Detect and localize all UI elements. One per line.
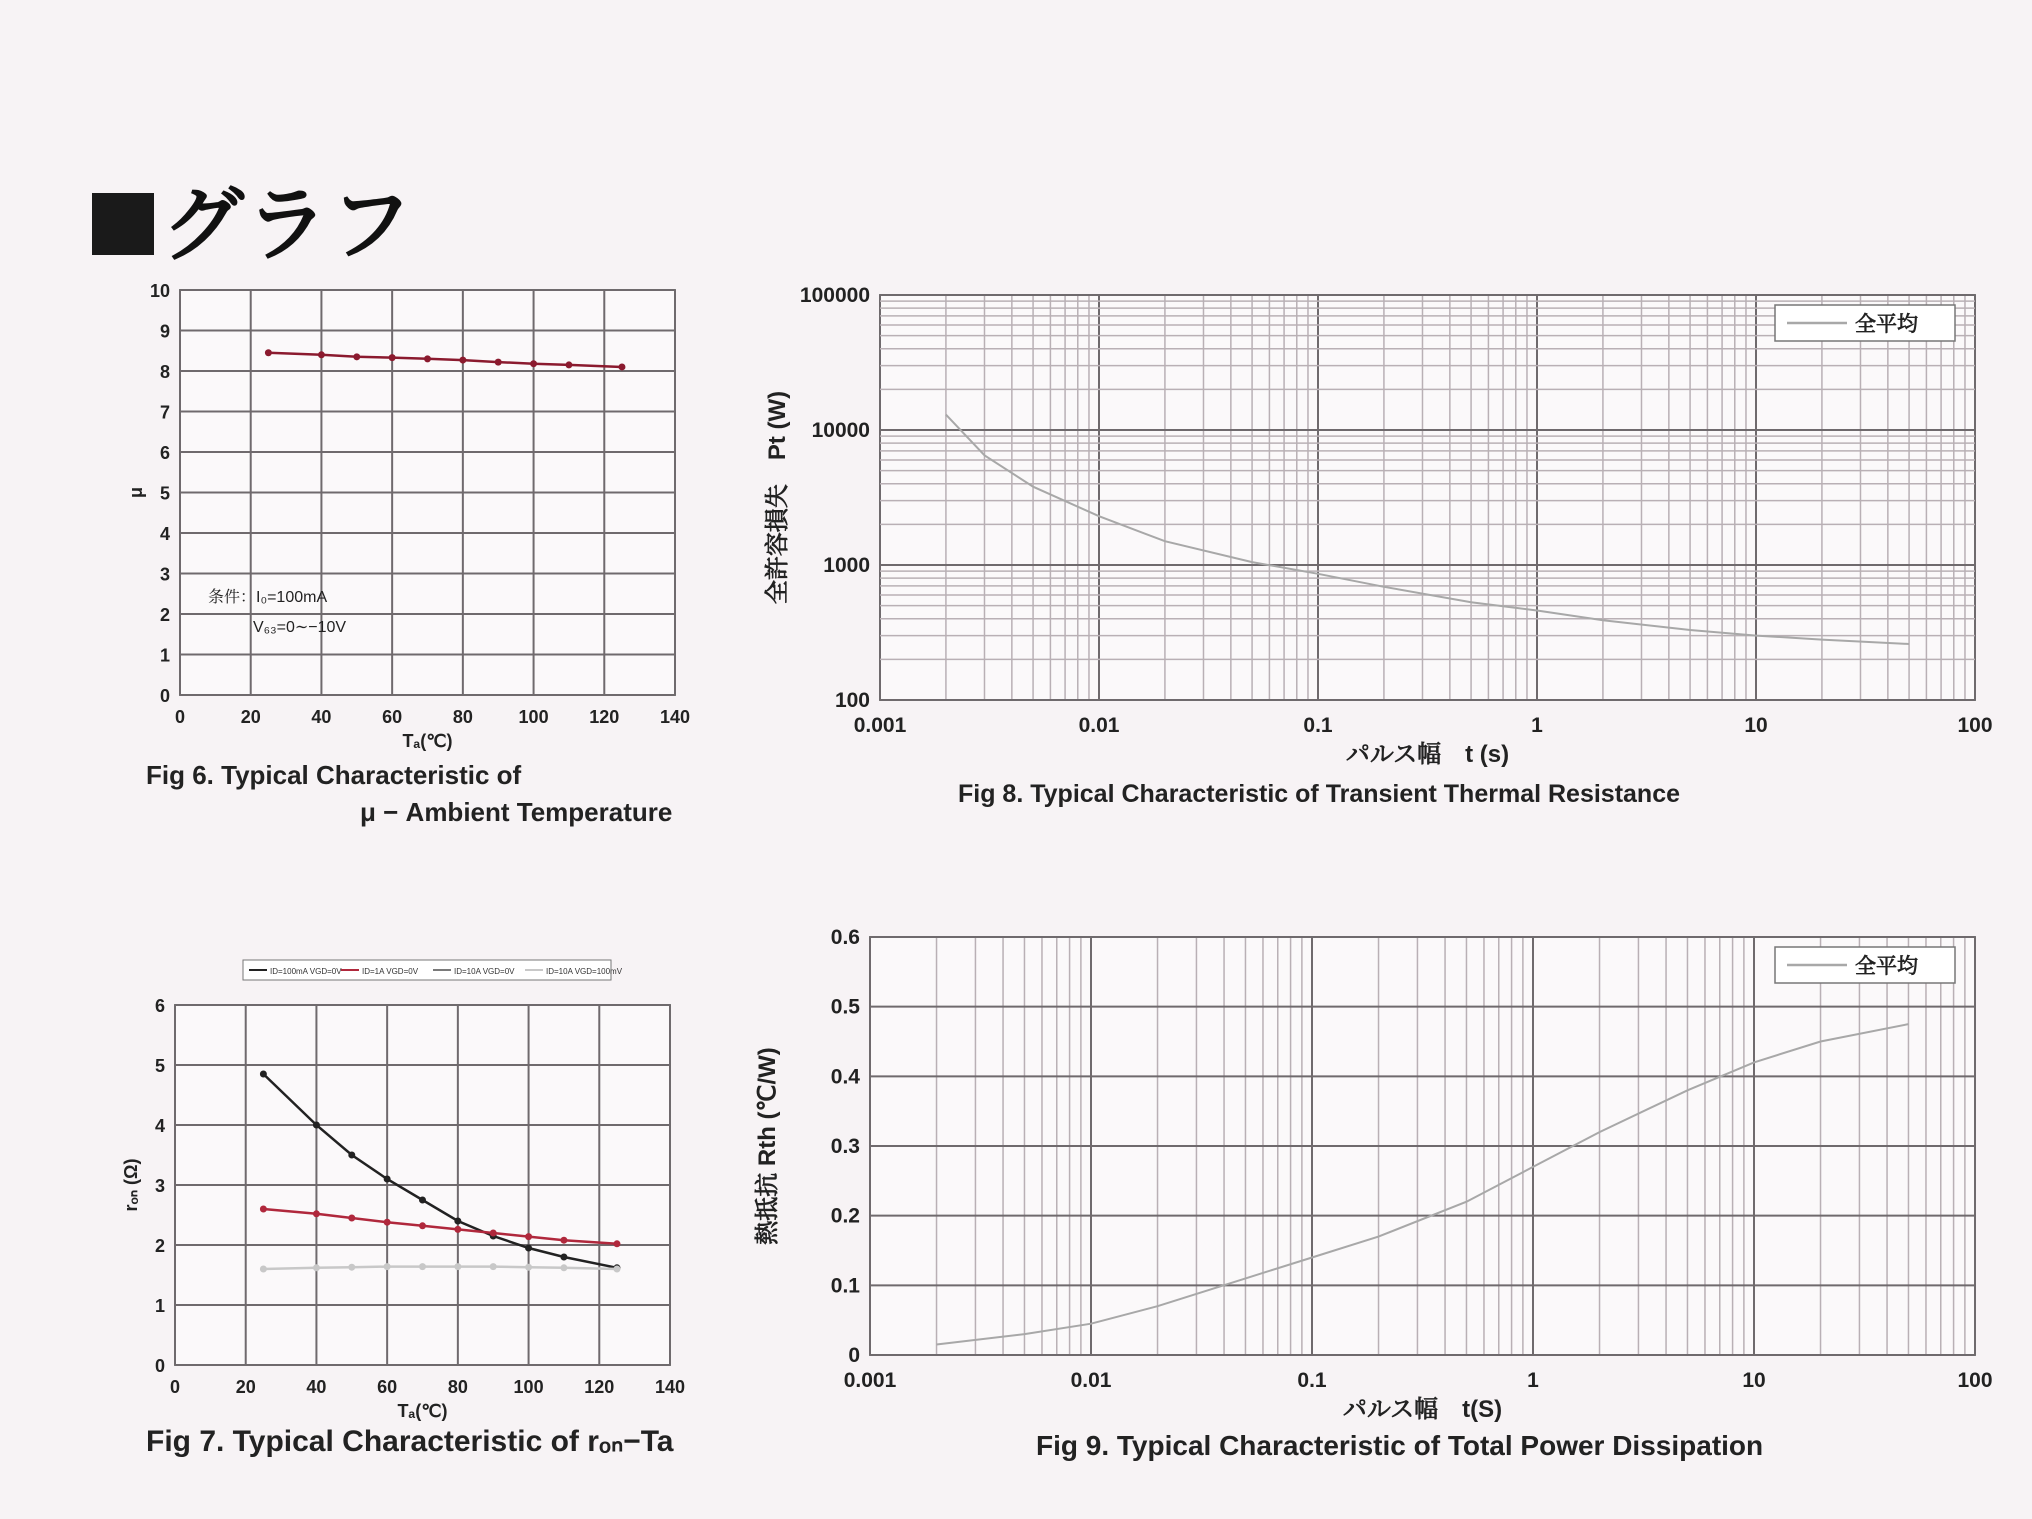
fig7-x-axis-label: Tₐ(℃)	[397, 1401, 448, 1421]
fig7-y-tick-label: 5	[154, 1056, 165, 1076]
fig8-legend-label: 全平均	[1855, 313, 1918, 336]
fig8-caption: Fig 8. Typical Characteristic of Transient Thermal Resistance	[958, 780, 1681, 808]
fig9-x-axis-label: パルス幅 t(S)	[1342, 1396, 1503, 1423]
fig6-caption-line2: μ − Ambient Temperature	[360, 797, 673, 827]
fig9-caption: Fig 9. Typical Characteristic of Total Power Dissipation	[1036, 1430, 1764, 1461]
fig7-caption: Fig 7. Typical Characteristic of rₒₙ−Ta	[146, 1425, 674, 1458]
fig6-caption-line1: Fig 6. Typical Characteristic of	[146, 760, 522, 790]
fig7-y-tick-label: 0	[154, 1356, 165, 1376]
page-heading: グラフ	[162, 178, 415, 273]
fig8-y-axis-label: 全許容損失 Pt (W)	[764, 390, 791, 605]
fig9-y-tick-label: 0.1	[830, 1274, 860, 1298]
fig7-y-tick-label: 2	[154, 1236, 165, 1256]
fig6-x-tick-label: 20	[240, 707, 261, 727]
fig9-x-tick-label: 0.01	[1070, 1369, 1112, 1392]
fig8-x-tick-label: 1	[1531, 714, 1543, 737]
fig6-y-tick-label: 7	[159, 402, 170, 423]
fig6-y-tick-label: 10	[149, 281, 170, 301]
fig8-x-tick-label: 100	[1957, 714, 1993, 737]
fig9-y-tick-label: 0.6	[830, 926, 860, 949]
fig7-x-tick-label: 120	[584, 1377, 615, 1397]
fig7-x-tick-label: 80	[447, 1377, 468, 1397]
fig7-y-axis-label: rₒₙ (Ω)	[121, 1158, 141, 1212]
fig7-y-tick-label: 6	[154, 996, 165, 1016]
fig7-x-tick-label: 40	[306, 1377, 327, 1397]
fig7-x-tick-label: 140	[654, 1377, 686, 1397]
fig8-y-tick-label: 100	[834, 689, 870, 712]
fig6-y-tick-label: 0	[159, 686, 170, 706]
fig9-x-tick-label: 0.001	[843, 1369, 897, 1392]
fig6-y-tick-label: 6	[159, 443, 170, 463]
fig7-y-tick-label: 1	[154, 1296, 165, 1316]
fig6-y-tick-label: 1	[159, 645, 170, 666]
fig6-x-axis-label: Tₐ(℃)	[402, 731, 453, 751]
fig7-y-tick-label: 4	[154, 1116, 165, 1136]
fig6-y-tick-label: 3	[159, 564, 170, 585]
fig6-y-tick-label: 9	[159, 321, 170, 342]
fig7-x-tick-label: 0	[169, 1377, 181, 1397]
fig7-legend-label: ID=10A VGD=100mV	[546, 967, 623, 976]
fig8-y-tick-label: 1000	[823, 554, 870, 577]
fig6-y-axis-label: μ	[126, 486, 146, 499]
fig9-x-tick-label: 10	[1742, 1369, 1766, 1392]
fig6-x-tick-label: 80	[452, 707, 473, 727]
fig6-x-tick-label: 0	[174, 707, 186, 727]
fig6-annotation: V₆₃=0∼−10V	[253, 619, 347, 636]
fig7-legend-label: ID=10A VGD=0V	[454, 967, 515, 976]
fig7-y-tick-label: 3	[154, 1176, 165, 1196]
fig6-x-tick-label: 40	[311, 707, 332, 727]
fig8-x-tick-label: 10	[1744, 714, 1768, 737]
fig8-y-tick-label: 10000	[811, 419, 870, 442]
fig6-annotation: 条件：I₀=100mA	[208, 589, 328, 606]
fig8-x-tick-label: 0.01	[1078, 714, 1120, 737]
fig6-y-tick-label: 8	[159, 362, 170, 382]
fig9-legend-label: 全平均	[1855, 955, 1918, 978]
fig7-x-tick-label: 20	[235, 1377, 256, 1397]
fig6-x-tick-label: 140	[659, 707, 691, 727]
fig6-y-tick-label: 2	[159, 605, 170, 625]
fig9-y-tick-label: 0.4	[830, 1065, 860, 1089]
fig7-x-tick-label: 60	[377, 1377, 398, 1397]
fig9-y-tick-label: 0.5	[830, 995, 860, 1019]
fig6-x-tick-label: 100	[518, 707, 549, 727]
fig9-x-tick-label: 1	[1527, 1369, 1539, 1392]
fig6-x-tick-label: 120	[589, 707, 620, 727]
fig8-x-tick-label: 0.001	[853, 714, 907, 737]
fig8-x-tick-label: 0.1	[1303, 714, 1333, 737]
fig8-y-tick-label: 100000	[799, 284, 870, 307]
fig9-y-tick-label: 0.2	[830, 1204, 860, 1228]
fig7-legend-label: ID=100mA VGD=0V	[270, 967, 342, 976]
fig9-y-axis-label: 熱抵抗 Rth (℃/W)	[754, 1047, 781, 1245]
fig7-x-tick-label: 100	[513, 1377, 544, 1397]
fig9-x-tick-label: 0.1	[1297, 1369, 1327, 1392]
fig7-legend-label: ID=1A VGD=0V	[362, 967, 419, 976]
fig8-x-axis-label: パルス幅 t (s)	[1345, 741, 1510, 768]
fig6-x-tick-label: 60	[382, 707, 403, 727]
fig6-y-tick-label: 5	[159, 483, 170, 504]
fig6-y-tick-label: 4	[159, 524, 170, 544]
fig9-y-tick-label: 0	[848, 1344, 860, 1367]
fig9-x-tick-label: 100	[1957, 1369, 1993, 1392]
fig9-y-tick-label: 0.3	[830, 1135, 860, 1158]
